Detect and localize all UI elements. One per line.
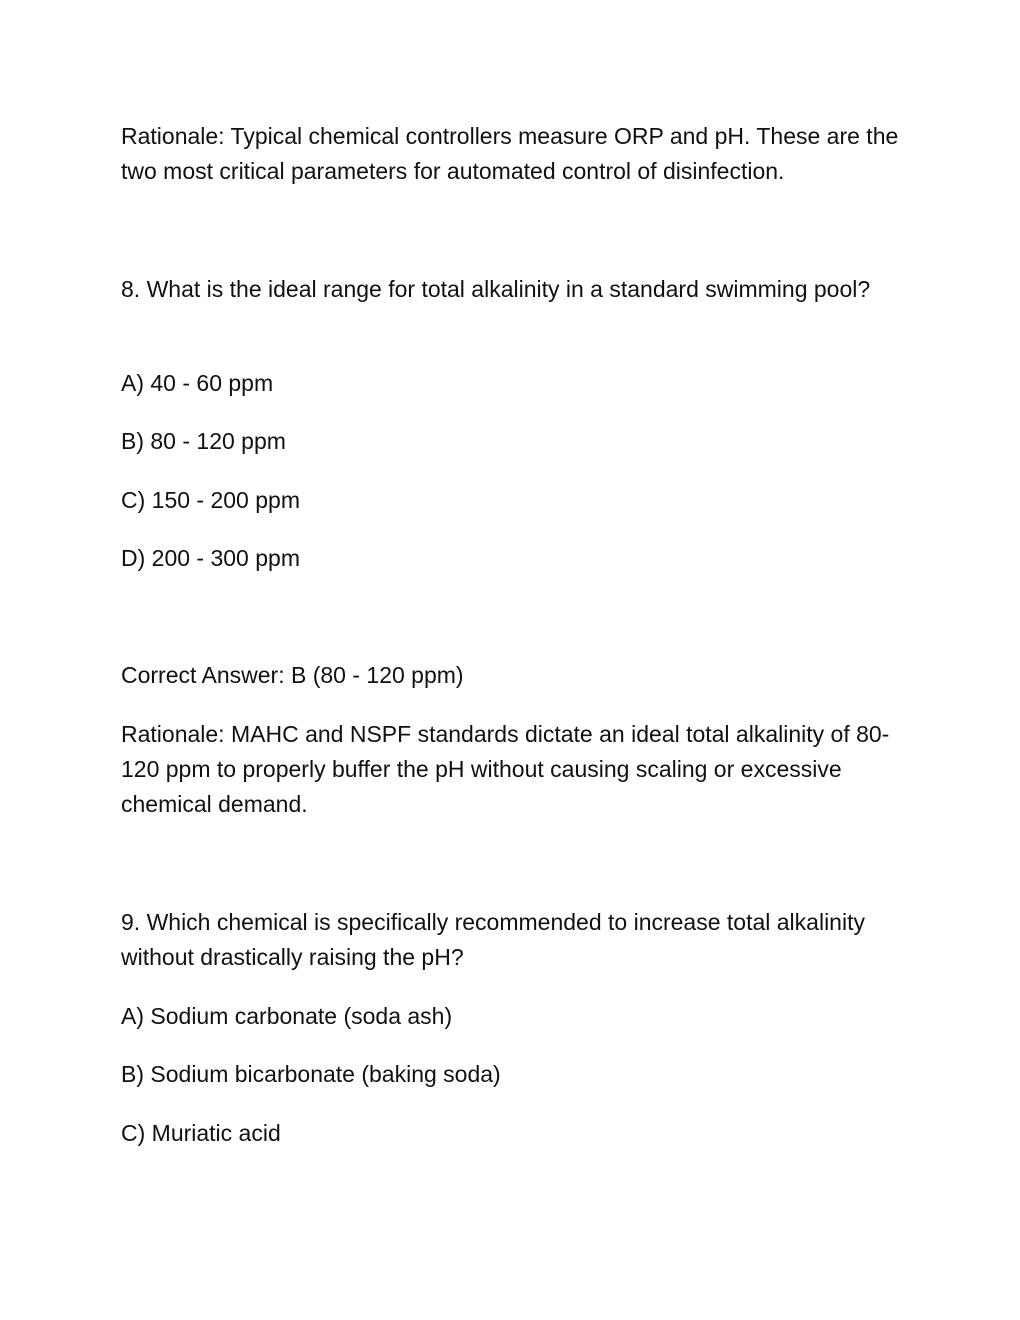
q9-option-c: C) Muriatic acid [121,1120,281,1146]
q8-option-c: C) 150 - 200 ppm [121,487,300,513]
q9-option-a: A) Sodium carbonate (soda ash) [121,1003,453,1029]
q9-option-b: B) Sodium bicarbonate (baking soda) [121,1061,501,1087]
q8-question: 8. What is the ideal range for total alkalinity in a standard swimming pool? [121,276,871,302]
q8-rationale: Rationale: MAHC and NSPF standards dictate an ideal total alkalinity of 80-120 ppm to properly buffer the pH without causing scaling or excessive chemical demand. [121,721,890,817]
q8-option-b: B) 80 - 120 ppm [121,428,286,454]
q8-option-a: A) 40 - 60 ppm [121,370,274,396]
q7-rationale: Rationale: Typical chemical controllers measure ORP and pH. These are the two most critical parameters for automated control of disinfection. [121,123,899,184]
q8-option-d: D) 200 - 300 ppm [121,545,300,571]
q9-question: 9. Which chemical is specifically recommended to increase total alkalinity without drastically raising the pH? [121,909,865,970]
q8-correct-answer: Correct Answer: B (80 - 120 ppm) [121,662,464,688]
